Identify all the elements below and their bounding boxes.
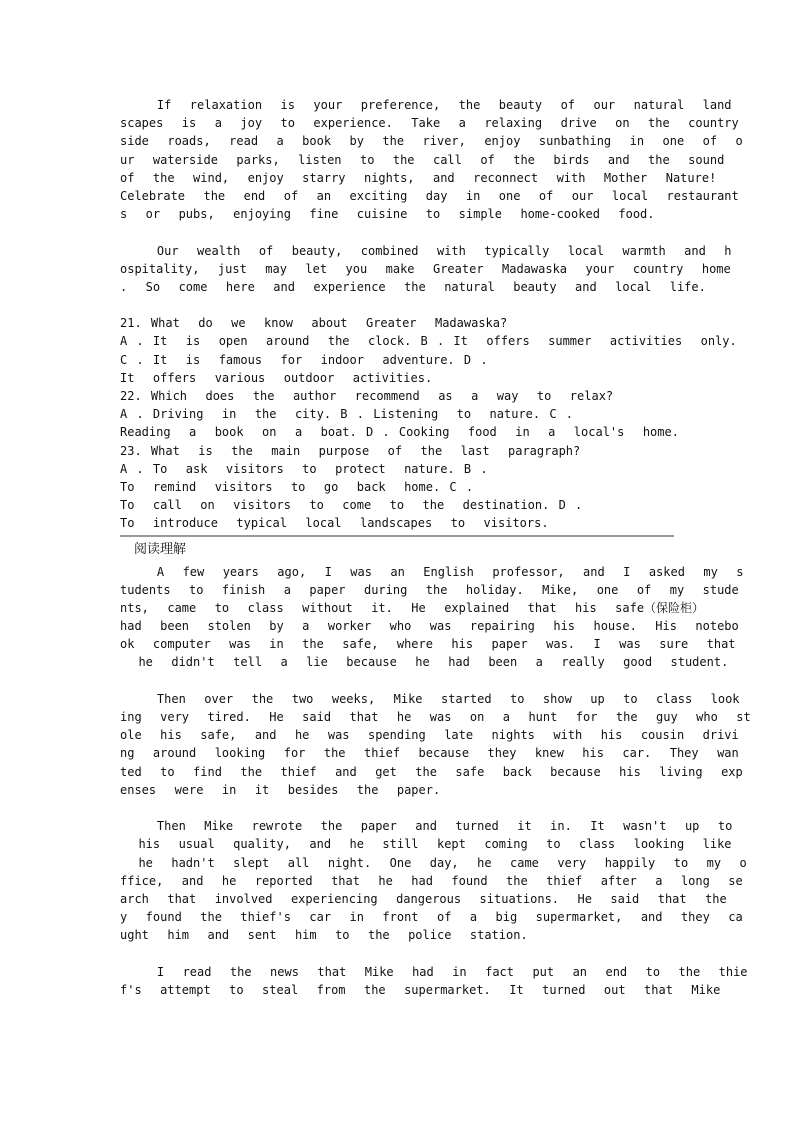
question-block (120, 314, 737, 532)
question-21: 21. What do we know about Greater Madawaska? (120, 316, 508, 331)
text-line: ing very tired. He said that he was on a hunt for the guy who st (120, 710, 751, 724)
paragraph-gap (120, 672, 676, 690)
passage2-paragraph-3 (120, 817, 747, 944)
text-line: had been stolen by a worker who was repairing his house. His notebo (120, 619, 739, 634)
question-21-options: It offers various outdoor activities. (120, 370, 433, 385)
passage2-paragraph-4 (120, 963, 748, 999)
text-line: ffice, and he reported that he had found the thief after a long se (120, 873, 743, 888)
text-line: his usual quality, and he still kept coming to class looking like (120, 837, 732, 852)
question-21-options: C . It is famous for indoor adventure. D . (120, 352, 488, 367)
text-line: ught him and sent him to the police station. (120, 928, 528, 943)
text-line: ospitality, just may let you make Greater Madawaska your country home (120, 261, 731, 276)
text-line: ted to find the thief and get the safe back because his living exp (120, 764, 743, 779)
text-line: he didn't tell a lie because he had been a really good student. (120, 655, 729, 670)
text-line: he hadn't slept all night. One day, he came very happily to my o (120, 855, 747, 870)
paragraph-gap (120, 944, 676, 962)
question-22-options: A . Driving in the city. B . Listening to nature. C . (120, 407, 574, 422)
section-title: 阅读理解 (134, 541, 187, 557)
text-line: y found the thief's car in front of a big supermarket, and they ca (120, 910, 743, 925)
text-line: . So come here and experience the natural beauty and local life. (120, 279, 706, 294)
question-21-options: A . It is open around the clock. B . It offers summer activities only. (120, 334, 737, 349)
question-23-options: To introduce typical local landscapes to visitors. (120, 516, 549, 531)
text-line: ur waterside parks, listen to the call of the birds and the sound (120, 152, 725, 167)
paragraph-gap (120, 799, 676, 817)
text-line: of the wind, enjoy starry nights, and reconnect with Mother Nature! (120, 170, 717, 185)
text-line: scapes is a joy to experience. Take a relaxing drive on the country (120, 116, 739, 131)
question-23-options: To call on visitors to come to the destination. D . (120, 498, 583, 513)
question-23-options: To remind visitors to go back home. C . (120, 479, 474, 494)
text-line: ok computer was in the safe, where his paper was. I was sure that (120, 637, 736, 652)
question-23-options: A . To ask visitors to protect nature. B . (120, 461, 488, 476)
text-line: side roads, read a book by the river, enjoy sunbathing in one of o (120, 134, 743, 149)
text-line: ng around looking for the thief because they knew his car. They wan (120, 746, 739, 761)
document-content (120, 96, 751, 999)
paragraph-gap (120, 223, 676, 241)
question-23: 23. What is the main purpose of the last paragraph? (120, 443, 581, 458)
text-line: ole his safe, and he was spending late nights with his cousin drivi (120, 728, 739, 743)
paragraph-gap (120, 296, 676, 314)
passage2-paragraph-2 (120, 690, 751, 799)
passage1-paragraph-1 (120, 96, 743, 223)
text-line: I read the news that Mike had in fact put an end to the thie (120, 964, 748, 979)
text-line: Our wealth of beauty, combined with typically local warmth and h (120, 243, 732, 258)
text-line: arch that involved experiencing dangerous situations. He said that the (120, 891, 727, 906)
question-22: 22. Which does the author recommend as a way to relax? (120, 389, 614, 403)
text-line: Then Mike rewrote the paper and turned it in. It wasn't up to (120, 819, 733, 834)
passage2-paragraph-1 (120, 563, 744, 672)
text-line: If relaxation is your preference, the beauty of our natural land (120, 98, 732, 112)
text-line: Then over the two weeks, Mike started to show up to class look (120, 691, 740, 706)
text-line: nts, came to class without it. He explained that his safe（保险柜） (120, 600, 705, 615)
text-line: A few years ago, I was an English professor, and I asked my s (120, 564, 744, 579)
question-22-options: Reading a book on a boat. D . Cooking food in a local's home. (120, 425, 679, 440)
text-line: tudents to finish a paper during the holiday. Mike, one of my stude (120, 582, 739, 597)
text-line: s or pubs, enjoying fine cuisine to simple home-cooked food. (120, 207, 655, 222)
text-line: f's attempt to steal from the supermarket. It turned out that Mike (120, 982, 721, 997)
text-line: enses were in it besides the paper. (120, 782, 441, 797)
passage1-paragraph-2 (120, 242, 732, 297)
text-line: Celebrate the end of an exciting day in one of our local restaurant (120, 188, 739, 203)
